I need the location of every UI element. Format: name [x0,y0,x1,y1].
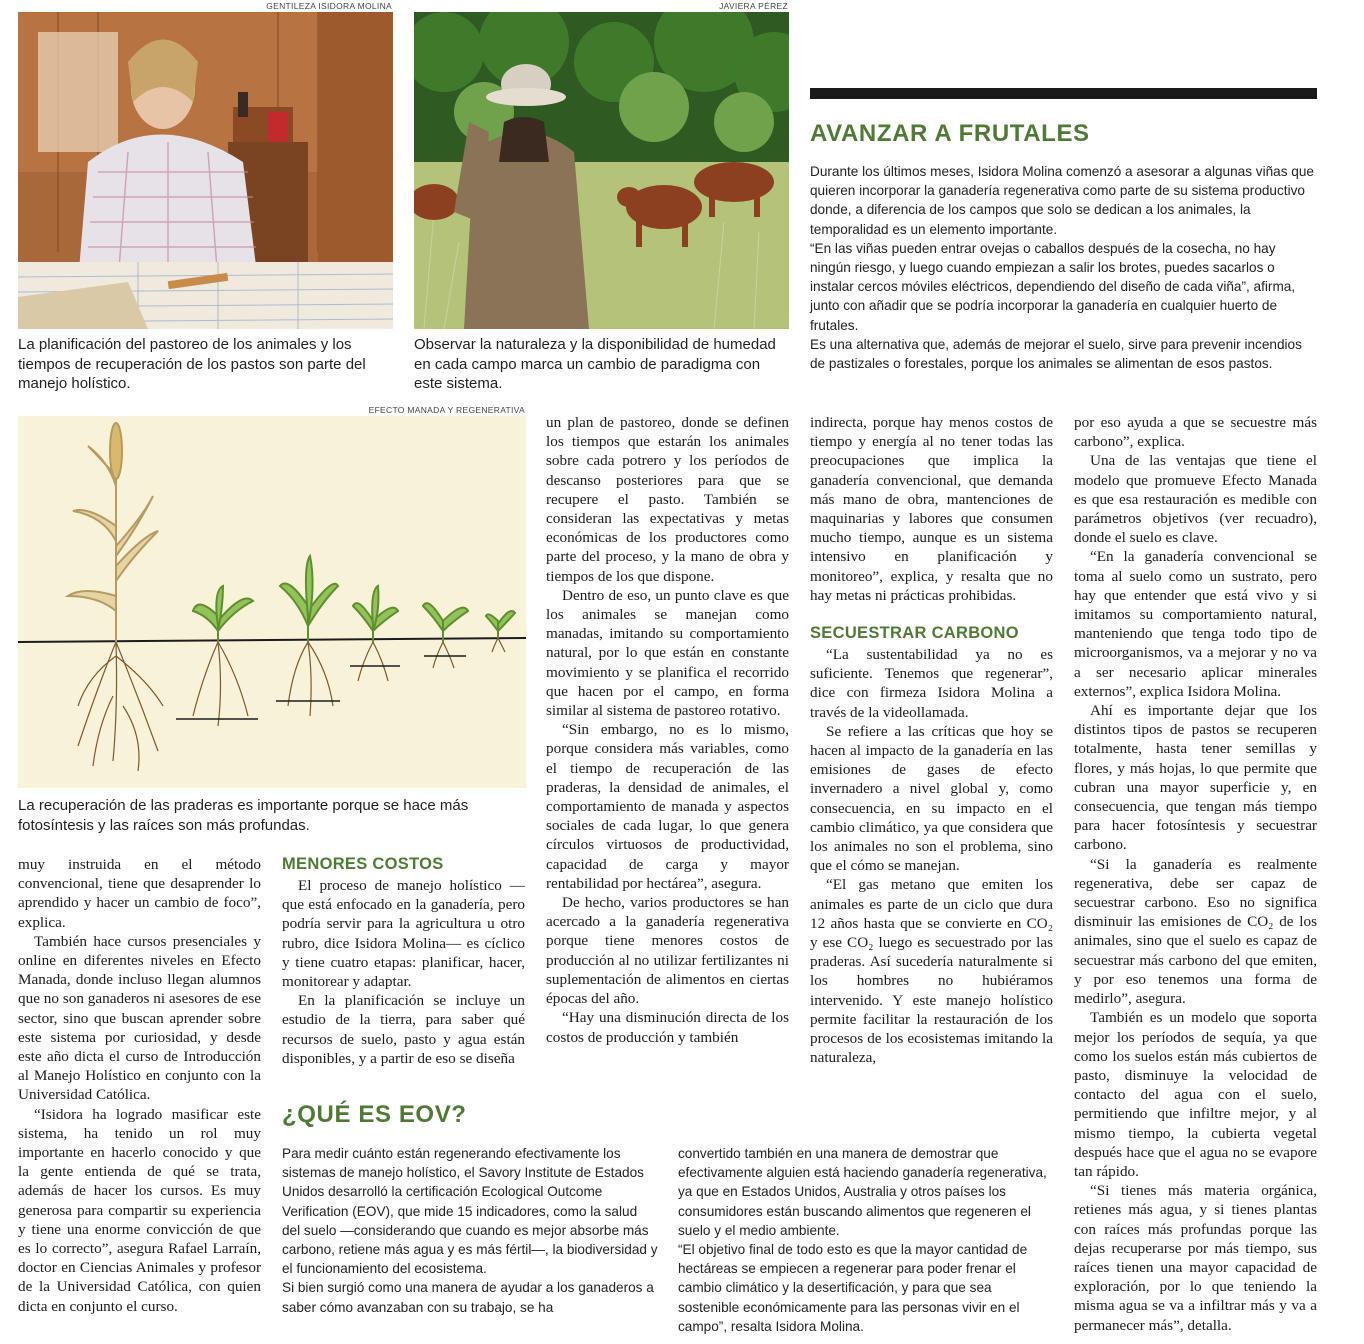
column-b-paragraph: En la planificación se incluye un estudio de la tierra, para saber qué recursos de suelo, pasto y agua están disponibles, y a partir de eso se diseña [282,992,525,1067]
column-e-paragraph: “Si la ganadería es realmente regenerativa, debe ser capaz de secuestrar carbono. Eso no significa disminuir las emisiones de CO₂ de los animales, sino que el suelo es capaz de secuestrar más carbono del que emiten, y por eso tenemos una forma de medirlo”, asegura. [1074,855,1317,1008]
column-d-paragraph: Se refiere a las críticas que hoy se hacen al impacto de la ganadería en las emisiones de gases de efecto invernadero a nivel global y, como consecuencia, en su impacto en el cambio climático, ya que considera que los animales no son el problema, sino que el cómo se manejan. [810,722,1053,875]
column-e-paragraph: Ahí es importante dejar que los distintos tipos de pastos se recuperen totalmente, hasta tener semillas y flores, y más hojas, lo que permite que cubran una mayor superficie y, en consecuencia, que tengan más tiempo para hacer fotosíntesis y secuestrar carbono. [1074,702,1317,854]
section-rule [810,88,1317,99]
eov-paragraph: “El objetivo final de todo esto es que la mayor cantidad de hectáreas se empiecen a regenerar para poder frenar el cambio climático y la desertificación, y para que sea sostenible económicamente para las personas vivir en el campo”, resalta Isidora Molina. [678,1242,1028,1334]
column-c-paragraph: “Hay una disminución directa de los costos de producción y también [546,1009,789,1046]
illustration-caption: La recuperación de las praderas es importante porque se hace más fotosíntesis y las raíces son más profundas. [18,797,469,834]
column-a-paragraph: También hace cursos presenciales y online en diferentes niveles en Efecto Manada, donde incluso llegan alumnos que no son ganaderos ni asesores de ese sector, sino que buscan aprender sobre este sistema por curiosidad, y desde este año dicta el curso de Introducción al Manejo Holístico en conjunto con la Universidad Católica. [18,932,261,1104]
eov-paragraph: convertido también en una manera de demostrar que efectivamente alguien está haciendo ganadería regenerativa, ya que en Estados Unidos, Australia y otros países los consumidores están buscando alimentos que regeneren el suelo y el medio ambiente. [678,1146,1047,1238]
illustration-credit: EFECTO MANADA Y REGENERATIVA [368,405,525,415]
column-d-paragraph: indirecta, porque hay menos costos de tiempo y energía al no tener todas las preocupaciones que implica la ganadería convencional, que demanda más mano de obra, mantenciones de maquinarias y labores que consumen mucho tiempo, aunque es un sistema intensivo en planificación y monitoreo”, explica, y resalta que no hay metas ni prácticas prohibidas. [810,414,1053,604]
article-column-a [18,855,261,1316]
frutales-body [810,162,1318,373]
column-d-paragraph: “La sustentabilidad ya no es suficiente. Tenemos que regenerar”, dice con firmeza Isidora Molina a través de la videollamada. [810,646,1053,721]
article-column-c [546,413,789,1047]
column-d-paragraph: “El gas metano que emiten los animales es parte de un ciclo que dura 12 años hasta que se convierte en CO₂ y ese CO₂ luego es secuestrado por las praderas. Así sucedería naturalmente si los hombres no hubiéramos intervenido. Y este manejo holístico permite facilitar la restauración de los procesos de los ecosistemas imitando la naturaleza, [810,876,1053,1067]
photo-caption-left: La planificación del pastoreo de los animales y los tiempos de recuperación de los pastos son parte del manejo holístico. [18,336,366,392]
column-c-paragraph: un plan de pastoreo, donde se definen los tiempos que estarán los animales sobre cada potrero y los períodos de descanso posteriores para que se recupere el pasto. También se consideran las expectativas y metas económicas de los productores como parte del proceso, y la mano de obra y tiempos de los que dispone. [546,414,789,585]
article-column-e [1074,413,1317,1335]
column-e-paragraph: “Si tienes más materia orgánica, retienes más agua, y si tienes plantas con raíces más profundas porque las dejas recuperarse por más tiempo, sus raíces tienen una mayor capacidad de exploración, por lo que teniendo la misma agua se va a infiltrar más y va a permanecer más”, detalla. [1074,1182,1317,1334]
column-e-paragraph: Una de las ventajas que tiene el modelo que promueve Efecto Manada es que esa restauración es medible con parámetros objetivos (ver recuadro), donde el suelo es clave. [1074,452,1317,547]
photo-woman-planning-image [18,12,393,329]
frutales-title: AVANZAR A FRUTALES [810,120,1090,147]
photo-field-cattle-image [414,12,789,329]
photo-woman-planning [18,12,393,329]
column-e-paragraph: “En la ganadería convencional se toma al suelo como un sustrato, pero hay que entender que está vivo y si imitamos su comportamiento natural, manteniendo que tenga todo tipo de microorganismos, va a mejorar y no va a ser necesario aplicar minerales externos”, explica Isidora Molina. [1074,548,1317,700]
illustration-grass-roots [18,416,526,788]
photo-caption-middle: Observar la naturaleza y la disponibilidad de humedad en cada campo marca un cambio de paradigma con este sistema. [414,336,776,392]
frutales-paragraph: Durante los últimos meses, Isidora Molina comenzó a asesorar a algunas viñas que quieren incorporar la ganadería regenerativa como parte de su sistema productivo donde, a diferencia de los campos que solo se dedican a los animales, la temporalidad es un elemento importante. [810,164,1314,237]
column-c-paragraph: Dentro de eso, un punto clave es que los animales se manejan como manadas, imitando su comportamiento natural, por lo que están en constante movimiento y se planifica el recorrido que hacen por el campo, en forma similar al sistema de pastoreo rotativo. [546,586,789,720]
column-a-paragraph: “Isidora ha logrado masificar este sistema, ha tenido un rol muy importante en hacerlo conocido y que la gente entienda de qué se trata, además de hacer los cursos. Es muy generosa para compartir su experiencia y tiene una enorme convicción de que es lo correcto”, asegura Rafael Larraín, doctor en Ciencias Animales y profesor de la Universidad Católica, con quien dicta en conjunto el curso. [18,1105,261,1315]
eov-column-right [678,1144,1054,1336]
column-c-paragraph: “Sin embargo, no es lo mismo, porque considera más variables, como el tiempo de recuperación de las praderas, la densidad de animales, el comportamiento de manada y aspectos sociales de cada lugar, lo que genera círculos virtuosos de productividad, capacidad de carga y mayor rentabilidad por hectárea”, asegura. [546,721,789,892]
photo-credit-middle: JAVIERA PÉREZ [719,1,788,11]
column-e-paragraph: También es un modelo que soporta mejor los períodos de sequía, ya que como los suelos están más cubiertos de pasto, disminuye la velocidad de contacto del agua con el suelo, permitiendo que infiltre mejor, y al mismo tiempo, la cubierta vegetal después hace que el agua no se evapore tan rápido. [1074,1009,1317,1180]
eov-paragraph: Para medir cuánto están regenerando efectivamente los sistemas de manejo holístico, el Savory Institute de Estados Unidos desarrolló la certificación Ecological Outcome Verification (EOV), que mide 15 indicadores, como la salud del suelo —considerando que cuando es mejor absorbe más carbono, retiene más agua y es más fértil—, la biodiversidad y el funcionamiento del ecosistema. [282,1146,658,1277]
column-e-paragraph: por eso ayuda a que se secuestre más carbono”, explica. [1074,414,1317,451]
column-b-paragraph: El proceso de manejo holístico —que está enfocado en la ganadería, pero podría servir para la agricultura u otro rubro, dice Isidora Molina— es cíclico y tiene cuatro etapas: planificar, hacer, monitorear y adaptar. [282,877,525,991]
photo-field-cattle [414,12,789,329]
frutales-paragraph: “En las viñas pueden entrar ovejas o caballos después de la cosecha, no hay ningún riesgo, y luego cuando empiezan a salir los brotes, puedes sacarlos o instalar cercos móviles eléctricos, dependiendo del diseño de cada viña”, afirma, junto con añadir que se podría incorporar la ganadería en cualquier huerto de frutales. [810,240,1296,333]
article-column-b [282,854,525,1068]
menores-costos-heading: MENORES COSTOS [282,855,444,873]
column-c-paragraph: De hecho, varios productores se han acercado a la ganadería regenerativa porque tiene menores costos de producción al no utilizar fertilizantes ni suplementación de alimentos en ciertas épocas del año. [546,894,789,1008]
frutales-paragraph: Es una alternativa que, además de mejorar el suelo, sirve para prevenir incendios de pastizales o forestales, porque los animales se alimentan de esos pastos. [810,336,1302,372]
eov-title: ¿QUÉ ES EOV? [282,1101,467,1128]
eov-paragraph: Si bien surgió como una manera de ayudar a los ganaderos a saber cómo avanzaban con su trabajo, se ha [282,1280,654,1315]
article-column-d [810,413,1053,1068]
column-a-paragraph: muy instruida en el método convencional, tiene que desaprender lo aprendido y hacer un cambio de foco”, explica. [18,856,261,931]
eov-column-left [282,1144,658,1317]
illustration-grass-roots-image [18,416,526,788]
photo-credit-left: GENTILEZA ISIDORA MOLINA [266,1,392,11]
secuestrar-carbono-heading: SECUESTRAR CARBONO [810,624,1019,643]
